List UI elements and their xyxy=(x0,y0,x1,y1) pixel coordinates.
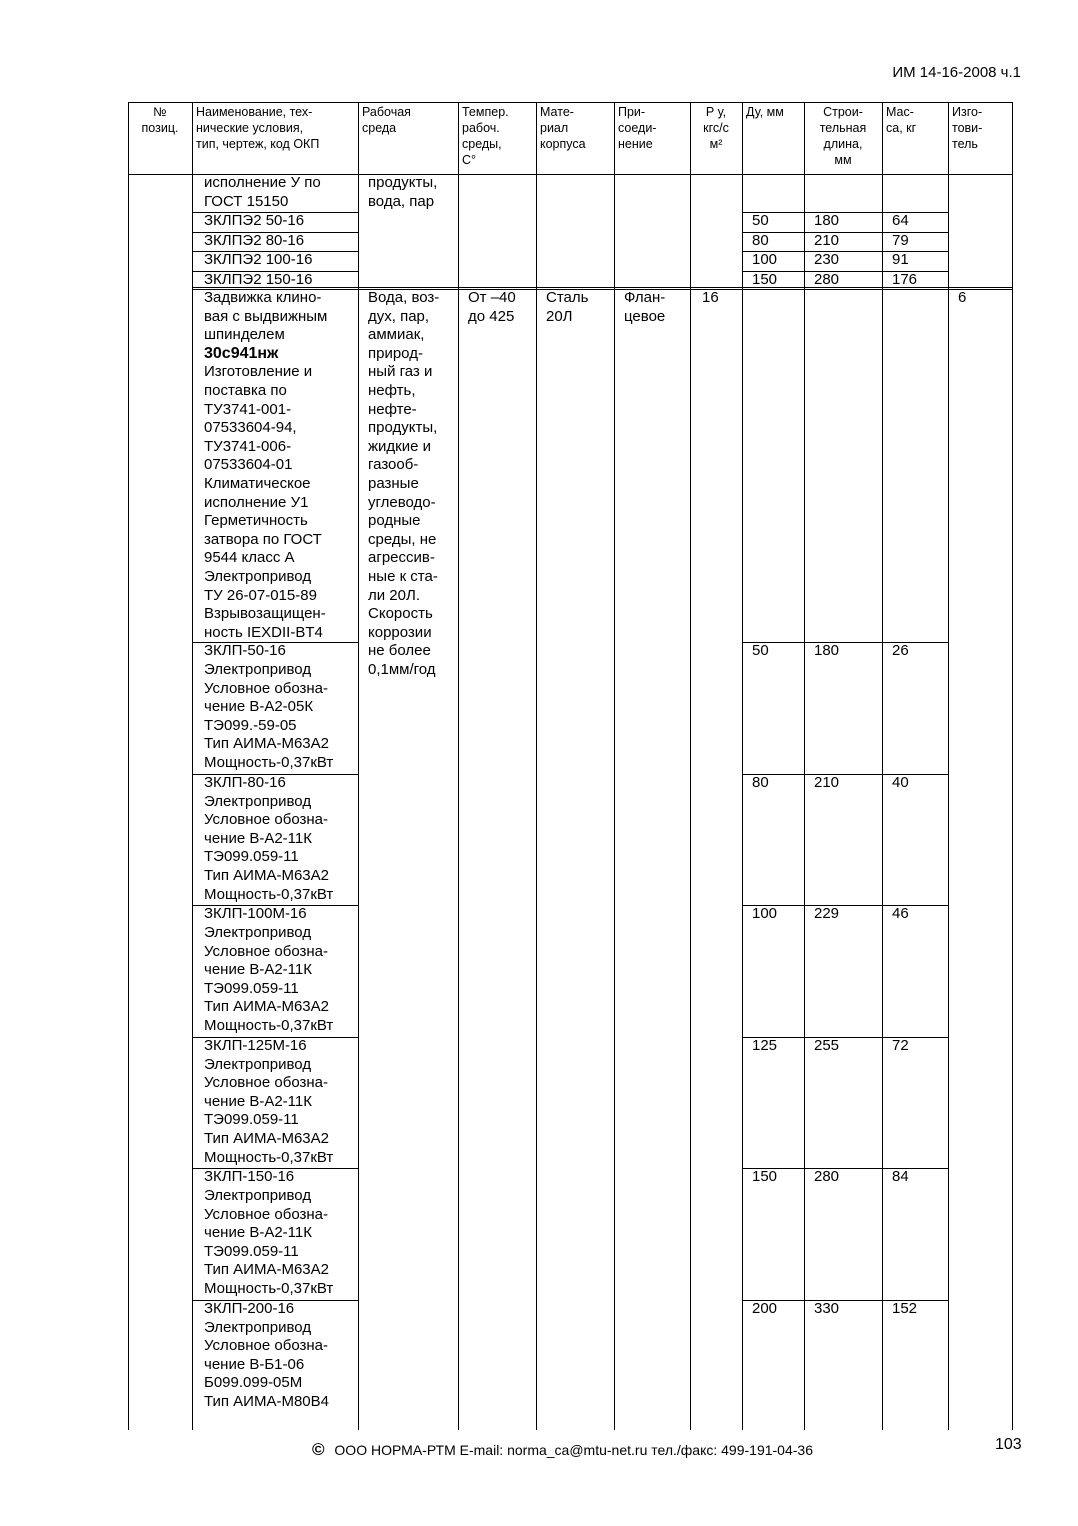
variant-text: Тип АИМА-М63А2 xyxy=(204,1129,329,1147)
connection-text: цевое xyxy=(624,307,666,325)
model-name: ЗКЛПЭ2 50-16 xyxy=(204,212,305,230)
variant-text: Мощность-0,37кВт xyxy=(204,754,334,771)
variant-text: чение В-А2-05К xyxy=(204,698,314,716)
column-line xyxy=(804,102,805,1430)
medium-text: ные к ста- xyxy=(368,568,438,585)
mass-value: 64 xyxy=(892,212,909,230)
table-top-border xyxy=(128,102,1012,103)
length-value: 280 xyxy=(814,1168,840,1186)
medium-text: Вода, воз- xyxy=(368,289,440,306)
variant-text: Тип АИМА-М63А2 xyxy=(204,735,329,753)
name-text: вая с выдвижным xyxy=(204,307,328,325)
header-name: Наименование, тех- нические условия, тип, чертеж, код ОКП xyxy=(196,105,320,151)
variant-text: чение В-Б1-06 xyxy=(204,1355,305,1373)
variant-text: Электропривод xyxy=(204,1055,312,1073)
variant-text: ЗКЛП-125М-16 xyxy=(204,1036,307,1054)
row-line xyxy=(742,212,948,213)
medium-text: среды, не xyxy=(368,530,437,548)
page-number: 103 xyxy=(995,1436,1022,1453)
name-text: ТУ3741-001- xyxy=(204,400,292,418)
maker-value: 6 xyxy=(958,289,967,306)
variant-text: Условное обозна- xyxy=(204,1205,328,1223)
variant-text: ЗКЛП-50-16 xyxy=(204,642,286,660)
variant-text: Электропривод xyxy=(204,1318,312,1336)
mass-value: 176 xyxy=(892,271,918,288)
header-medium: Рабочая среда xyxy=(362,105,411,135)
name-text: 07533604-01 xyxy=(204,456,293,474)
model-code: 30с941нж xyxy=(204,344,279,362)
mass-value: 152 xyxy=(892,1299,918,1317)
dn-value: 125 xyxy=(752,1036,778,1054)
medium-text: продукты, xyxy=(368,174,438,191)
model-name: ЗКЛПЭ2 80-16 xyxy=(204,231,305,249)
model-name: ЗКЛПЭ2 100-16 xyxy=(204,251,313,269)
name-text: 07533604-94, xyxy=(204,419,297,437)
variant-text: ТЭ099.059-11 xyxy=(204,1111,299,1129)
variant-text: Тип АИМА-М80В4 xyxy=(204,1392,329,1410)
header-pos: № позиц. xyxy=(141,105,179,135)
medium-text: продукты, xyxy=(368,419,438,437)
header-material: Мате- риал корпуса xyxy=(540,105,586,151)
name-text: Электропривод xyxy=(204,568,312,585)
name-text: исполнение У по xyxy=(204,174,321,191)
column-line xyxy=(742,102,743,1430)
length-value: 229 xyxy=(814,905,840,923)
mass-value: 72 xyxy=(892,1036,909,1054)
variant-text: чение В-А2-11К xyxy=(204,1224,312,1242)
variant-text: ЗКЛП-200-16 xyxy=(204,1299,295,1317)
variant-text: ТЭ099.059-11 xyxy=(204,979,299,997)
model-name: ЗКЛПЭ2 150-16 xyxy=(204,271,313,288)
header-length: Строи- тельная длина, мм xyxy=(819,105,867,167)
column-line xyxy=(948,102,949,1430)
name-text: шпинделем xyxy=(204,326,285,344)
variant-text: Мощность-0,37кВт xyxy=(204,1148,334,1166)
variant-text: Условное обозна- xyxy=(204,942,328,960)
variant-text: Условное обозна- xyxy=(204,679,328,697)
dn-value: 50 xyxy=(752,212,769,230)
variant-text: чение В-А2-11К xyxy=(204,1092,312,1110)
name-text: ТУ 26-07-015-89 xyxy=(204,586,317,604)
medium-text: жидкие и xyxy=(368,437,431,455)
name-text: Климатическое xyxy=(204,475,311,492)
medium-text: агрессив- xyxy=(368,549,435,567)
row-line xyxy=(742,232,948,233)
variant-text: ТЭ099.059-11 xyxy=(204,1242,299,1260)
name-text: Взрывозащищен- xyxy=(204,605,326,623)
column-line xyxy=(1012,102,1013,1430)
variant-text: чение В-А2-11К xyxy=(204,829,312,847)
medium-text: газооб- xyxy=(368,456,419,474)
mass-value: 40 xyxy=(892,773,909,791)
length-value: 230 xyxy=(814,251,840,269)
length-value: 180 xyxy=(814,642,840,660)
medium-text: родные xyxy=(368,512,421,530)
column-line xyxy=(536,102,537,1430)
footer-text: ООО НОРМА-РТМ E-mail: norma_ca@mtu-net.ru тел./факс: 499-191-04-36 xyxy=(334,1442,813,1458)
variant-text: Тип АИМА-М63А2 xyxy=(204,998,329,1016)
variant-text: Мощность-0,37кВт xyxy=(204,1017,334,1034)
variant-text: ЗКЛП-150-16 xyxy=(204,1168,295,1186)
medium-text: разные xyxy=(368,475,419,492)
column-line xyxy=(128,102,129,1430)
length-value: 180 xyxy=(814,212,840,230)
variant-text: Электропривод xyxy=(204,792,312,810)
medium-text: нефте- xyxy=(368,400,417,418)
material-text: Сталь xyxy=(546,289,589,306)
header-temp: Темпер. рабоч. среды, С° xyxy=(462,105,509,167)
material-text: 20Л xyxy=(546,307,573,325)
name-text: затвора по ГОСТ xyxy=(204,530,322,548)
name-text: Изготовление и xyxy=(204,363,313,381)
medium-text: коррозии xyxy=(368,623,432,641)
temperature-text: От –40 xyxy=(468,289,516,306)
variant-text: Тип АИМА-М63А2 xyxy=(204,1261,329,1279)
column-line xyxy=(690,102,691,1430)
copyright-icon: © xyxy=(312,1440,325,1459)
name-text: ГОСТ 15150 xyxy=(204,192,289,210)
column-line xyxy=(882,102,883,1430)
medium-text: нефть, xyxy=(368,382,416,399)
length-value: 210 xyxy=(814,773,840,791)
variant-text: Тип АИМА-М63А2 xyxy=(204,866,329,884)
variant-text: ТЭ099.-59-05 xyxy=(204,716,297,734)
connection-text: Флан- xyxy=(624,289,666,306)
pressure-value: 16 xyxy=(702,289,719,306)
name-text: ность IEXDII-BT4 xyxy=(204,623,323,641)
dn-value: 50 xyxy=(752,642,769,660)
row-line xyxy=(742,774,948,775)
temperature-text: до 425 xyxy=(468,307,515,325)
medium-text: не более xyxy=(368,642,431,660)
mass-value: 79 xyxy=(892,231,909,249)
medium-text: 0,1мм/год xyxy=(368,661,436,678)
variant-text: Электропривод xyxy=(204,924,312,941)
length-value: 210 xyxy=(814,231,840,249)
medium-text: ли 20Л. xyxy=(368,586,420,604)
medium-text: ный газ и xyxy=(368,363,433,381)
dn-value: 100 xyxy=(752,905,778,923)
header-connection: При- соеди- нение xyxy=(618,105,657,151)
dn-value: 80 xyxy=(752,231,769,249)
variant-text: Б099.099-05М xyxy=(204,1374,303,1392)
medium-text: Скорость xyxy=(368,605,433,623)
header-pressure: Р у, кгс/с м² xyxy=(703,105,729,151)
name-text: Задвижка клино- xyxy=(204,289,322,306)
dn-value: 150 xyxy=(752,271,778,288)
name-text: ТУ3741-006- xyxy=(204,437,292,455)
medium-text: природ- xyxy=(368,344,423,362)
variant-text: ЗКЛП-80-16 xyxy=(204,773,286,791)
length-value: 330 xyxy=(814,1299,840,1317)
variant-text: ТЭ099.059-11 xyxy=(204,848,299,866)
specification-table xyxy=(128,102,1012,1430)
length-value: 280 xyxy=(814,271,840,288)
medium-text: вода, пар xyxy=(368,192,435,210)
medium-text: углеводо- xyxy=(368,493,436,511)
footer xyxy=(312,1440,813,1460)
row-line xyxy=(742,642,948,643)
column-line xyxy=(358,102,359,1430)
length-value: 255 xyxy=(814,1036,840,1054)
medium-text: аммиак, xyxy=(368,326,425,344)
document-code: ИМ 14-16-2008 ч.1 xyxy=(892,64,1021,81)
mass-value: 91 xyxy=(892,251,909,269)
variant-text: Мощность-0,37кВт xyxy=(204,885,334,903)
medium-text: дух, пар, xyxy=(368,307,430,325)
mass-value: 26 xyxy=(892,642,909,660)
column-line xyxy=(192,102,193,1430)
variant-text: ЗКЛП-100М-16 xyxy=(204,905,307,923)
column-line xyxy=(614,102,615,1430)
variant-text: Электропривод xyxy=(204,661,312,678)
variant-text: Мощность-0,37кВт xyxy=(204,1280,334,1297)
header-dn: Ду, мм xyxy=(746,105,784,119)
variant-text: Условное обозна- xyxy=(204,1074,328,1092)
variant-text: Условное обозна- xyxy=(204,1337,328,1355)
variant-text: чение В-А2-11К xyxy=(204,961,312,979)
variant-text: Электропривод xyxy=(204,1187,312,1204)
mass-value: 46 xyxy=(892,905,909,923)
dn-value: 200 xyxy=(752,1299,778,1317)
name-text: исполнение У1 xyxy=(204,493,309,511)
dn-value: 150 xyxy=(752,1168,778,1186)
header-mass: Мас- са, кг xyxy=(886,105,917,135)
column-line xyxy=(458,102,459,1430)
name-text: Герметичность xyxy=(204,512,308,530)
mass-value: 84 xyxy=(892,1168,909,1186)
name-text: поставка по xyxy=(204,382,287,399)
name-text: 9544 класс А xyxy=(204,549,295,567)
variant-text: Условное обозна- xyxy=(204,811,328,829)
dn-value: 80 xyxy=(752,773,769,791)
header-maker: Изго- тови- тель xyxy=(952,105,983,151)
dn-value: 100 xyxy=(752,251,778,269)
